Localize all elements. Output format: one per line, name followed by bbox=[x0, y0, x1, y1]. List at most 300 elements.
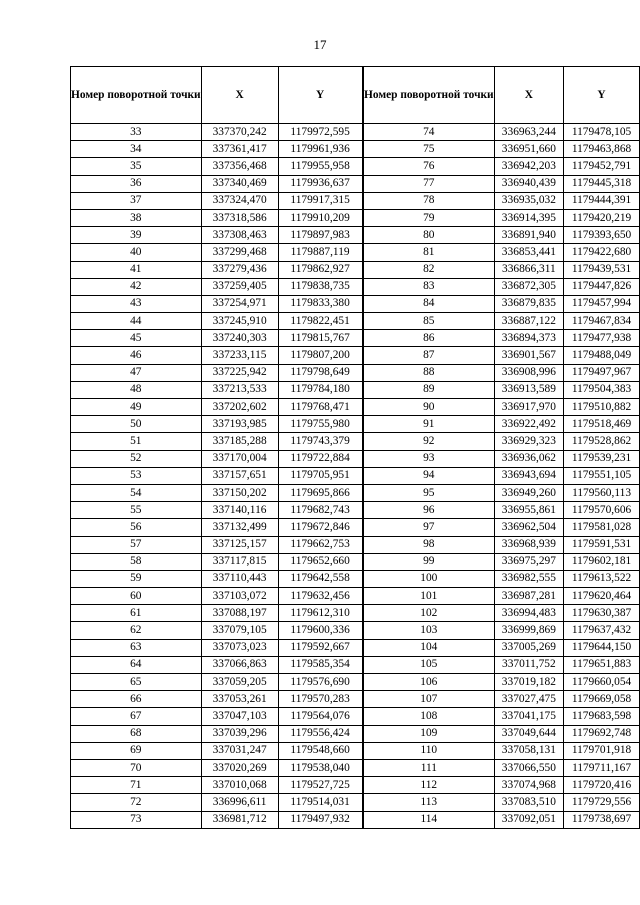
y-coordinate-cell: 1179651,883 bbox=[564, 656, 640, 673]
y-coordinate-cell: 1179972,595 bbox=[278, 124, 362, 141]
x-coordinate-cell: 337245,910 bbox=[201, 313, 278, 330]
x-coordinate-cell: 337279,436 bbox=[201, 261, 278, 278]
x-coordinate-cell: 337073,023 bbox=[201, 639, 278, 656]
x-coordinate-cell: 337020,269 bbox=[201, 759, 278, 776]
table-row bbox=[71, 295, 363, 312]
y-coordinate-cell: 1179682,743 bbox=[278, 502, 362, 519]
y-coordinate-cell: 1179457,994 bbox=[564, 295, 640, 312]
x-coordinate-cell: 337005,269 bbox=[494, 639, 563, 656]
table-row bbox=[364, 278, 640, 295]
table-row bbox=[71, 794, 363, 811]
x-coordinate-cell: 337031,247 bbox=[201, 742, 278, 759]
table-row bbox=[364, 708, 640, 725]
column-header-y: Y bbox=[278, 67, 362, 124]
table-row bbox=[364, 742, 640, 759]
y-coordinate-cell: 1179695,866 bbox=[278, 484, 362, 501]
table-row bbox=[364, 588, 640, 605]
y-coordinate-cell: 1179644,150 bbox=[564, 639, 640, 656]
table-row bbox=[364, 433, 640, 450]
y-coordinate-cell: 1179755,980 bbox=[278, 416, 362, 433]
y-coordinate-cell: 1179564,076 bbox=[278, 708, 362, 725]
y-coordinate-cell: 1179422,680 bbox=[564, 244, 640, 261]
x-coordinate-cell: 337027,475 bbox=[494, 691, 563, 708]
point-number-cell: 100 bbox=[364, 570, 495, 587]
table-row bbox=[71, 759, 363, 776]
x-coordinate-cell: 337088,197 bbox=[201, 605, 278, 622]
x-coordinate-cell: 337058,131 bbox=[494, 742, 563, 759]
y-coordinate-cell: 1179711,167 bbox=[564, 759, 640, 776]
table-row bbox=[71, 742, 363, 759]
table-row bbox=[71, 691, 363, 708]
point-number-cell: 95 bbox=[364, 484, 495, 501]
x-coordinate-cell: 337299,468 bbox=[201, 244, 278, 261]
point-number-cell: 102 bbox=[364, 605, 495, 622]
point-number-cell: 60 bbox=[71, 588, 202, 605]
y-coordinate-cell: 1179548,660 bbox=[278, 742, 362, 759]
y-coordinate-cell: 1179768,471 bbox=[278, 399, 362, 416]
y-coordinate-cell: 1179444,391 bbox=[564, 192, 640, 209]
x-coordinate-cell: 336975,297 bbox=[494, 553, 563, 570]
y-coordinate-cell: 1179539,231 bbox=[564, 450, 640, 467]
table-row bbox=[71, 656, 363, 673]
x-coordinate-cell: 337010,068 bbox=[201, 777, 278, 794]
point-number-cell: 38 bbox=[71, 209, 202, 226]
point-number-cell: 42 bbox=[71, 278, 202, 295]
y-coordinate-cell: 1179833,380 bbox=[278, 295, 362, 312]
x-coordinate-cell: 337059,205 bbox=[201, 674, 278, 691]
point-number-cell: 35 bbox=[71, 158, 202, 175]
y-coordinate-cell: 1179838,735 bbox=[278, 278, 362, 295]
x-coordinate-cell: 337110,443 bbox=[201, 570, 278, 587]
x-coordinate-cell: 337140,116 bbox=[201, 502, 278, 519]
y-coordinate-cell: 1179722,884 bbox=[278, 450, 362, 467]
point-number-cell: 84 bbox=[364, 295, 495, 312]
y-coordinate-cell: 1179672,846 bbox=[278, 519, 362, 536]
page-number: 17 bbox=[313, 37, 327, 52]
y-coordinate-cell: 1179705,951 bbox=[278, 467, 362, 484]
y-coordinate-cell: 1179652,660 bbox=[278, 553, 362, 570]
y-coordinate-cell: 1179669,058 bbox=[564, 691, 640, 708]
point-number-cell: 61 bbox=[71, 605, 202, 622]
point-number-cell: 70 bbox=[71, 759, 202, 776]
y-coordinate-cell: 1179630,387 bbox=[564, 605, 640, 622]
table-row bbox=[364, 605, 640, 622]
x-coordinate-cell: 336955,861 bbox=[494, 502, 563, 519]
y-coordinate-cell: 1179420,219 bbox=[564, 209, 640, 226]
point-number-cell: 67 bbox=[71, 708, 202, 725]
point-number-cell: 82 bbox=[364, 261, 495, 278]
point-number-cell: 111 bbox=[364, 759, 495, 776]
y-coordinate-cell: 1179729,556 bbox=[564, 794, 640, 811]
point-number-cell: 44 bbox=[71, 313, 202, 330]
y-coordinate-cell: 1179591,531 bbox=[564, 536, 640, 553]
table-row bbox=[71, 175, 363, 192]
point-number-cell: 47 bbox=[71, 364, 202, 381]
table-row bbox=[71, 450, 363, 467]
x-coordinate-cell: 337356,468 bbox=[201, 158, 278, 175]
x-coordinate-cell: 336866,311 bbox=[494, 261, 563, 278]
table-row bbox=[71, 158, 363, 175]
table-row bbox=[364, 192, 640, 209]
table-row bbox=[364, 467, 640, 484]
x-coordinate-cell: 336872,305 bbox=[494, 278, 563, 295]
table-row bbox=[364, 416, 640, 433]
y-coordinate-cell: 1179570,283 bbox=[278, 691, 362, 708]
table-row bbox=[71, 725, 363, 742]
y-coordinate-cell: 1179393,650 bbox=[564, 227, 640, 244]
table-row bbox=[364, 553, 640, 570]
column-header-y: Y bbox=[564, 67, 640, 124]
y-coordinate-cell: 1179477,938 bbox=[564, 330, 640, 347]
x-coordinate-cell: 337318,586 bbox=[201, 209, 278, 226]
x-coordinate-cell: 336879,835 bbox=[494, 295, 563, 312]
table-row bbox=[364, 244, 640, 261]
point-number-cell: 54 bbox=[71, 484, 202, 501]
table-row bbox=[364, 656, 640, 673]
y-coordinate-cell: 1179887,119 bbox=[278, 244, 362, 261]
y-coordinate-cell: 1179488,049 bbox=[564, 347, 640, 364]
x-coordinate-cell: 337370,242 bbox=[201, 124, 278, 141]
table-row bbox=[71, 519, 363, 536]
table-header-row bbox=[71, 67, 363, 124]
point-number-cell: 109 bbox=[364, 725, 495, 742]
point-number-cell: 105 bbox=[364, 656, 495, 673]
x-coordinate-cell: 337103,072 bbox=[201, 588, 278, 605]
x-coordinate-cell: 337308,463 bbox=[201, 227, 278, 244]
x-coordinate-cell: 337202,602 bbox=[201, 399, 278, 416]
coordinates-table-right bbox=[363, 66, 640, 829]
y-coordinate-cell: 1179497,967 bbox=[564, 364, 640, 381]
point-number-cell: 87 bbox=[364, 347, 495, 364]
column-header-x: X bbox=[494, 67, 563, 124]
table-row bbox=[71, 484, 363, 501]
x-coordinate-cell: 336968,939 bbox=[494, 536, 563, 553]
x-coordinate-cell: 336996,611 bbox=[201, 794, 278, 811]
point-number-cell: 77 bbox=[364, 175, 495, 192]
x-coordinate-cell: 337185,288 bbox=[201, 433, 278, 450]
y-coordinate-cell: 1179910,209 bbox=[278, 209, 362, 226]
point-number-cell: 81 bbox=[364, 244, 495, 261]
point-number-cell: 66 bbox=[71, 691, 202, 708]
table-row bbox=[71, 708, 363, 725]
x-coordinate-cell: 337049,644 bbox=[494, 725, 563, 742]
table-row bbox=[71, 364, 363, 381]
y-coordinate-cell: 1179961,936 bbox=[278, 141, 362, 158]
y-coordinate-cell: 1179642,558 bbox=[278, 570, 362, 587]
point-number-cell: 88 bbox=[364, 364, 495, 381]
x-coordinate-cell: 336887,122 bbox=[494, 313, 563, 330]
x-coordinate-cell: 337079,105 bbox=[201, 622, 278, 639]
table-row bbox=[364, 777, 640, 794]
x-coordinate-cell: 337092,051 bbox=[494, 811, 563, 828]
table-row bbox=[364, 313, 640, 330]
point-number-cell: 110 bbox=[364, 742, 495, 759]
x-coordinate-cell: 336935,032 bbox=[494, 192, 563, 209]
table-body-right bbox=[364, 124, 640, 829]
table-row bbox=[364, 158, 640, 175]
x-coordinate-cell: 336994,483 bbox=[494, 605, 563, 622]
x-coordinate-cell: 337324,470 bbox=[201, 192, 278, 209]
table-row bbox=[71, 244, 363, 261]
table-row bbox=[364, 674, 640, 691]
point-number-cell: 49 bbox=[71, 399, 202, 416]
point-number-cell: 45 bbox=[71, 330, 202, 347]
x-coordinate-cell: 337233,115 bbox=[201, 347, 278, 364]
y-coordinate-cell: 1179497,932 bbox=[278, 811, 362, 828]
y-coordinate-cell: 1179798,649 bbox=[278, 364, 362, 381]
point-number-cell: 85 bbox=[364, 313, 495, 330]
point-number-cell: 107 bbox=[364, 691, 495, 708]
table-row bbox=[364, 811, 640, 828]
x-coordinate-cell: 337047,103 bbox=[201, 708, 278, 725]
x-coordinate-cell: 336917,970 bbox=[494, 399, 563, 416]
x-coordinate-cell: 337039,296 bbox=[201, 725, 278, 742]
x-coordinate-cell: 337240,303 bbox=[201, 330, 278, 347]
table-row bbox=[71, 553, 363, 570]
column-header-point: Номер поворотной точки bbox=[71, 67, 202, 124]
point-number-cell: 101 bbox=[364, 588, 495, 605]
x-coordinate-cell: 336853,441 bbox=[494, 244, 563, 261]
point-number-cell: 90 bbox=[364, 399, 495, 416]
y-coordinate-cell: 1179528,862 bbox=[564, 433, 640, 450]
table-row bbox=[71, 192, 363, 209]
table-body-left bbox=[71, 124, 363, 829]
point-number-cell: 113 bbox=[364, 794, 495, 811]
table-row bbox=[71, 570, 363, 587]
table-row bbox=[71, 124, 363, 141]
x-coordinate-cell: 337193,985 bbox=[201, 416, 278, 433]
x-coordinate-cell: 336936,062 bbox=[494, 450, 563, 467]
table-row bbox=[364, 536, 640, 553]
table-row bbox=[364, 502, 640, 519]
y-coordinate-cell: 1179815,767 bbox=[278, 330, 362, 347]
point-number-cell: 94 bbox=[364, 467, 495, 484]
x-coordinate-cell: 337053,261 bbox=[201, 691, 278, 708]
x-coordinate-cell: 337259,405 bbox=[201, 278, 278, 295]
x-coordinate-cell: 337254,971 bbox=[201, 295, 278, 312]
point-number-cell: 63 bbox=[71, 639, 202, 656]
table-row bbox=[71, 605, 363, 622]
table-row bbox=[364, 759, 640, 776]
point-number-cell: 58 bbox=[71, 553, 202, 570]
x-coordinate-cell: 336949,260 bbox=[494, 484, 563, 501]
table-row bbox=[364, 691, 640, 708]
y-coordinate-cell: 1179585,354 bbox=[278, 656, 362, 673]
table-row bbox=[364, 347, 640, 364]
y-coordinate-cell: 1179576,690 bbox=[278, 674, 362, 691]
x-coordinate-cell: 337041,175 bbox=[494, 708, 563, 725]
table-row bbox=[71, 313, 363, 330]
point-number-cell: 98 bbox=[364, 536, 495, 553]
y-coordinate-cell: 1179518,469 bbox=[564, 416, 640, 433]
point-number-cell: 91 bbox=[364, 416, 495, 433]
table-row bbox=[71, 381, 363, 398]
point-number-cell: 99 bbox=[364, 553, 495, 570]
table-row bbox=[364, 295, 640, 312]
x-coordinate-cell: 337170,004 bbox=[201, 450, 278, 467]
point-number-cell: 40 bbox=[71, 244, 202, 261]
y-coordinate-cell: 1179447,826 bbox=[564, 278, 640, 295]
table-row bbox=[364, 261, 640, 278]
table-row bbox=[364, 227, 640, 244]
point-number-cell: 39 bbox=[71, 227, 202, 244]
y-coordinate-cell: 1179683,598 bbox=[564, 708, 640, 725]
point-number-cell: 55 bbox=[71, 502, 202, 519]
x-coordinate-cell: 336913,589 bbox=[494, 381, 563, 398]
table-row bbox=[71, 416, 363, 433]
y-coordinate-cell: 1179738,697 bbox=[564, 811, 640, 828]
column-header-point: Номер поворотной точки bbox=[364, 67, 495, 124]
point-number-cell: 106 bbox=[364, 674, 495, 691]
table-row bbox=[364, 794, 640, 811]
y-coordinate-cell: 1179917,315 bbox=[278, 192, 362, 209]
x-coordinate-cell: 337117,815 bbox=[201, 553, 278, 570]
y-coordinate-cell: 1179478,105 bbox=[564, 124, 640, 141]
x-coordinate-cell: 336922,492 bbox=[494, 416, 563, 433]
point-number-cell: 43 bbox=[71, 295, 202, 312]
y-coordinate-cell: 1179701,918 bbox=[564, 742, 640, 759]
table-row bbox=[71, 674, 363, 691]
y-coordinate-cell: 1179807,200 bbox=[278, 347, 362, 364]
point-number-cell: 71 bbox=[71, 777, 202, 794]
table-row bbox=[71, 536, 363, 553]
y-coordinate-cell: 1179527,725 bbox=[278, 777, 362, 794]
point-number-cell: 76 bbox=[364, 158, 495, 175]
y-coordinate-cell: 1179510,882 bbox=[564, 399, 640, 416]
x-coordinate-cell: 337150,202 bbox=[201, 484, 278, 501]
x-coordinate-cell: 337125,157 bbox=[201, 536, 278, 553]
point-number-cell: 52 bbox=[71, 450, 202, 467]
table-row bbox=[71, 467, 363, 484]
x-coordinate-cell: 336963,244 bbox=[494, 124, 563, 141]
x-coordinate-cell: 337066,550 bbox=[494, 759, 563, 776]
table-row bbox=[71, 777, 363, 794]
x-coordinate-cell: 336999,869 bbox=[494, 622, 563, 639]
x-coordinate-cell: 336981,712 bbox=[201, 811, 278, 828]
point-number-cell: 74 bbox=[364, 124, 495, 141]
point-number-cell: 86 bbox=[364, 330, 495, 347]
x-coordinate-cell: 336929,323 bbox=[494, 433, 563, 450]
y-coordinate-cell: 1179720,416 bbox=[564, 777, 640, 794]
point-number-cell: 108 bbox=[364, 708, 495, 725]
point-number-cell: 79 bbox=[364, 209, 495, 226]
x-coordinate-cell: 337074,968 bbox=[494, 777, 563, 794]
y-coordinate-cell: 1179822,451 bbox=[278, 313, 362, 330]
y-coordinate-cell: 1179632,456 bbox=[278, 588, 362, 605]
point-number-cell: 89 bbox=[364, 381, 495, 398]
point-number-cell: 92 bbox=[364, 433, 495, 450]
x-coordinate-cell: 336891,940 bbox=[494, 227, 563, 244]
table-row bbox=[364, 124, 640, 141]
x-coordinate-cell: 337011,752 bbox=[494, 656, 563, 673]
point-number-cell: 73 bbox=[71, 811, 202, 828]
table-row bbox=[364, 484, 640, 501]
y-coordinate-cell: 1179620,464 bbox=[564, 588, 640, 605]
x-coordinate-cell: 337213,533 bbox=[201, 381, 278, 398]
table-row bbox=[71, 433, 363, 450]
table-row bbox=[71, 209, 363, 226]
x-coordinate-cell: 337225,942 bbox=[201, 364, 278, 381]
y-coordinate-cell: 1179602,181 bbox=[564, 553, 640, 570]
table-row bbox=[71, 502, 363, 519]
table-row bbox=[364, 570, 640, 587]
y-coordinate-cell: 1179452,791 bbox=[564, 158, 640, 175]
x-coordinate-cell: 336901,567 bbox=[494, 347, 563, 364]
table-row bbox=[364, 450, 640, 467]
y-coordinate-cell: 1179467,834 bbox=[564, 313, 640, 330]
x-coordinate-cell: 337157,651 bbox=[201, 467, 278, 484]
table-row bbox=[364, 209, 640, 226]
y-coordinate-cell: 1179637,432 bbox=[564, 622, 640, 639]
table-row bbox=[364, 381, 640, 398]
point-number-cell: 46 bbox=[71, 347, 202, 364]
table-row bbox=[71, 399, 363, 416]
table-row bbox=[71, 347, 363, 364]
table-row bbox=[364, 639, 640, 656]
y-coordinate-cell: 1179897,983 bbox=[278, 227, 362, 244]
y-coordinate-cell: 1179955,958 bbox=[278, 158, 362, 175]
y-coordinate-cell: 1179514,031 bbox=[278, 794, 362, 811]
point-number-cell: 34 bbox=[71, 141, 202, 158]
table-row bbox=[71, 330, 363, 347]
point-number-cell: 48 bbox=[71, 381, 202, 398]
y-coordinate-cell: 1179560,113 bbox=[564, 484, 640, 501]
y-coordinate-cell: 1179504,383 bbox=[564, 381, 640, 398]
y-coordinate-cell: 1179613,522 bbox=[564, 570, 640, 587]
point-number-cell: 96 bbox=[364, 502, 495, 519]
table-row bbox=[71, 261, 363, 278]
x-coordinate-cell: 337361,417 bbox=[201, 141, 278, 158]
point-number-cell: 64 bbox=[71, 656, 202, 673]
point-number-cell: 33 bbox=[71, 124, 202, 141]
x-coordinate-cell: 336951,660 bbox=[494, 141, 563, 158]
point-number-cell: 75 bbox=[364, 141, 495, 158]
x-coordinate-cell: 337066,863 bbox=[201, 656, 278, 673]
y-coordinate-cell: 1179556,424 bbox=[278, 725, 362, 742]
point-number-cell: 62 bbox=[71, 622, 202, 639]
x-coordinate-cell: 337132,499 bbox=[201, 519, 278, 536]
point-number-cell: 57 bbox=[71, 536, 202, 553]
point-number-cell: 41 bbox=[71, 261, 202, 278]
table-row bbox=[364, 399, 640, 416]
table-row bbox=[71, 811, 363, 828]
point-number-cell: 97 bbox=[364, 519, 495, 536]
point-number-cell: 83 bbox=[364, 278, 495, 295]
table-row bbox=[364, 725, 640, 742]
x-coordinate-cell: 336962,504 bbox=[494, 519, 563, 536]
table-row bbox=[71, 141, 363, 158]
y-coordinate-cell: 1179862,927 bbox=[278, 261, 362, 278]
y-coordinate-cell: 1179692,748 bbox=[564, 725, 640, 742]
y-coordinate-cell: 1179581,028 bbox=[564, 519, 640, 536]
point-number-cell: 53 bbox=[71, 467, 202, 484]
table-row bbox=[364, 519, 640, 536]
point-number-cell: 103 bbox=[364, 622, 495, 639]
point-number-cell: 114 bbox=[364, 811, 495, 828]
table-row bbox=[71, 588, 363, 605]
x-coordinate-cell: 336942,203 bbox=[494, 158, 563, 175]
point-number-cell: 68 bbox=[71, 725, 202, 742]
table-row bbox=[71, 278, 363, 295]
point-number-cell: 69 bbox=[71, 742, 202, 759]
point-number-cell: 104 bbox=[364, 639, 495, 656]
x-coordinate-cell: 336982,555 bbox=[494, 570, 563, 587]
y-coordinate-cell: 1179743,379 bbox=[278, 433, 362, 450]
table-row bbox=[364, 141, 640, 158]
y-coordinate-cell: 1179936,637 bbox=[278, 175, 362, 192]
x-coordinate-cell: 337083,510 bbox=[494, 794, 563, 811]
y-coordinate-cell: 1179463,868 bbox=[564, 141, 640, 158]
